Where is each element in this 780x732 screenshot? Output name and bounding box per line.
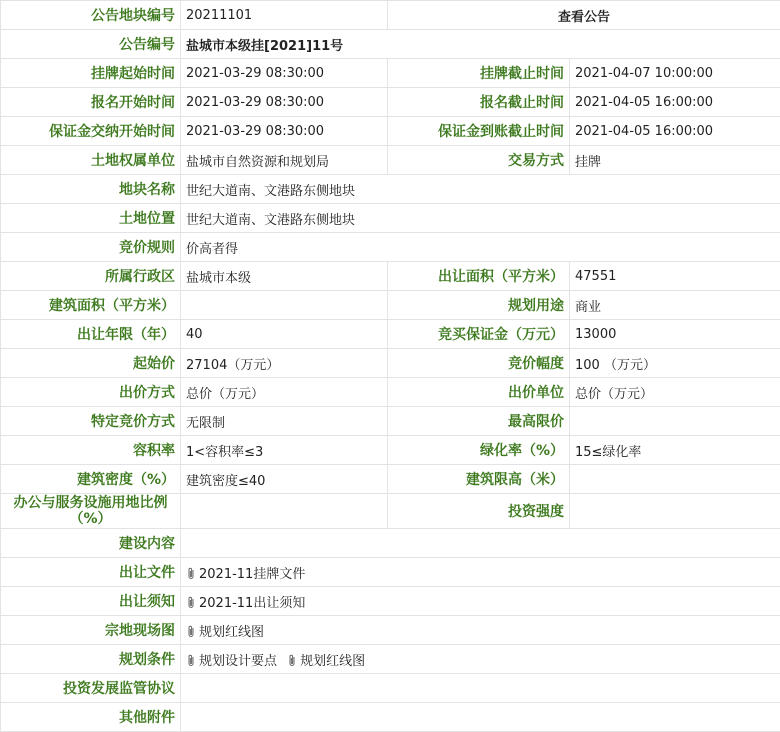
row-start-price [1, 349, 780, 378]
row-special-bid [1, 407, 780, 436]
height-limit-value [570, 465, 780, 494]
sale-notice-label: 出让须知 [1, 587, 181, 616]
row-office-ratio [1, 494, 780, 529]
increment-label: 竞价幅度 [388, 349, 570, 378]
investment-intensity-value [570, 494, 780, 529]
paperclip-icon [186, 567, 196, 580]
paperclip-icon [287, 654, 297, 667]
row-other [1, 703, 780, 732]
special-bid-label: 特定竞价方式 [1, 407, 181, 436]
sale-notice-link[interactable] [186, 596, 305, 611]
max-price-value [570, 407, 780, 436]
notice-no-label: 公告编号 [1, 30, 181, 59]
other-attachments-value [181, 703, 780, 732]
sale-doc-link[interactable] [186, 567, 305, 582]
office-ratio-value [181, 494, 388, 529]
row-sale-notice [1, 587, 780, 616]
row-signup-time [1, 88, 780, 117]
row-parcel-name [1, 175, 780, 204]
density-label: 建筑密度（%） [1, 465, 181, 494]
max-price-label: 最高限价 [388, 407, 570, 436]
area-label: 出让面积（平方米） [388, 262, 570, 291]
green-ratio-value: 15≤绿化率 [570, 436, 780, 465]
row-parcel-no [1, 1, 780, 30]
bid-mode-label: 出价方式 [1, 378, 181, 407]
row-deposit-time [1, 117, 780, 146]
sale-doc-label: 出让文件 [1, 558, 181, 587]
row-floor-area [1, 291, 780, 320]
listing-start-label: 挂牌起始时间 [1, 59, 181, 88]
owner-value: 盐城市自然资源和规划局 [181, 146, 388, 175]
district-label: 所属行政区 [1, 262, 181, 291]
deposit-start-label: 保证金交纳开始时间 [1, 117, 181, 146]
row-plot-ratio [1, 436, 780, 465]
term-label: 出让年限（年） [1, 320, 181, 349]
bid-mode-value: 总价（万元） [181, 378, 388, 407]
listing-start-value: 2021-03-29 08:30:00 [181, 59, 388, 88]
height-limit-label: 建筑限高（米） [388, 465, 570, 494]
deposit-end-label: 保证金到账截止时间 [388, 117, 570, 146]
planning-redline-link[interactable] [287, 654, 365, 669]
row-location [1, 204, 780, 233]
paperclip-icon [186, 596, 196, 609]
signup-end-label: 报名截止时间 [388, 88, 570, 117]
planning-label: 规划条件 [1, 645, 181, 674]
district-value: 盐城市本级 [181, 262, 388, 291]
row-owner [1, 146, 780, 175]
row-sale-doc [1, 558, 780, 587]
trade-mode-label: 交易方式 [388, 146, 570, 175]
listing-end-value: 2021-04-07 10:00:00 [570, 59, 780, 88]
owner-label: 土地权属单位 [1, 146, 181, 175]
start-price-value: 27104（万元） [181, 349, 388, 378]
row-invest-agreement [1, 674, 780, 703]
plot-ratio-value: 1<容积率≤3 [181, 436, 388, 465]
bid-deposit-value: 13000 [570, 320, 780, 349]
bid-unit-label: 出价单位 [388, 378, 570, 407]
floor-area-label: 建筑面积（平方米） [1, 291, 181, 320]
bid-unit-value: 总价（万元） [570, 378, 780, 407]
row-listing-time [1, 59, 780, 88]
deposit-start-value: 2021-03-29 08:30:00 [181, 117, 388, 146]
row-planning [1, 645, 780, 674]
deposit-end-value: 2021-04-05 16:00:00 [570, 117, 780, 146]
site-map-file: 规划红线图 [199, 625, 264, 640]
invest-agreement-value [181, 674, 780, 703]
row-term [1, 320, 780, 349]
paperclip-icon [186, 654, 196, 667]
planning-points-link[interactable] [186, 654, 277, 669]
office-ratio-label: 办公与服务设施用地比例（%） [1, 494, 181, 529]
site-map-link[interactable] [186, 625, 264, 640]
signup-start-label: 报名开始时间 [1, 88, 181, 117]
listing-end-label: 挂牌截止时间 [388, 59, 570, 88]
invest-agreement-label: 投资发展监管协议 [1, 674, 181, 703]
row-site-map [1, 616, 780, 645]
area-value: 47551 [570, 262, 780, 291]
bid-rule-value: 价高者得 [181, 233, 780, 262]
signup-start-value: 2021-03-29 08:30:00 [181, 88, 388, 117]
sale-notice-file: 2021-11出让须知 [199, 596, 305, 611]
signup-end-value: 2021-04-05 16:00:00 [570, 88, 780, 117]
term-value: 40 [181, 320, 388, 349]
parcel-no-value: 20211101 [181, 1, 388, 30]
usage-label: 规划用途 [388, 291, 570, 320]
bid-deposit-label: 竞买保证金（万元） [388, 320, 570, 349]
location-label: 土地位置 [1, 204, 181, 233]
site-map-label: 宗地现场图 [1, 616, 181, 645]
construction-value [181, 529, 780, 558]
start-price-label: 起始价 [1, 349, 181, 378]
green-ratio-label: 绿化率（%） [388, 436, 570, 465]
investment-intensity-label: 投资强度 [388, 494, 570, 529]
notice-no-value: 盐城市本级挂[2021]11号 [181, 30, 780, 59]
row-district [1, 262, 780, 291]
row-bid-mode [1, 378, 780, 407]
bid-rule-label: 竞价规则 [1, 233, 181, 262]
planning-redline-file: 规划红线图 [300, 654, 365, 669]
parcel-name-label: 地块名称 [1, 175, 181, 204]
paperclip-icon [186, 625, 196, 638]
row-density [1, 465, 780, 494]
plot-ratio-label: 容积率 [1, 436, 181, 465]
usage-value: 商业 [570, 291, 780, 320]
floor-area-value [181, 291, 388, 320]
row-bid-rule [1, 233, 780, 262]
parcel-no-label: 公告地块编号 [1, 1, 181, 30]
location-value: 世纪大道南、文港路东侧地块 [181, 204, 780, 233]
row-notice-no [1, 30, 780, 59]
other-attachments-label: 其他附件 [1, 703, 181, 732]
view-notice-link[interactable]: 查看公告 [558, 10, 610, 25]
density-value: 建筑密度≤40 [181, 465, 388, 494]
trade-mode-value: 挂牌 [570, 146, 780, 175]
planning-points-file: 规划设计要点 [199, 654, 277, 669]
row-construction [1, 529, 780, 558]
increment-value: 100 （万元） [570, 349, 780, 378]
special-bid-value: 无限制 [181, 407, 388, 436]
sale-doc-file: 2021-11挂牌文件 [199, 567, 305, 582]
construction-label: 建设内容 [1, 529, 181, 558]
parcel-name-value: 世纪大道南、文港路东侧地块 [181, 175, 780, 204]
